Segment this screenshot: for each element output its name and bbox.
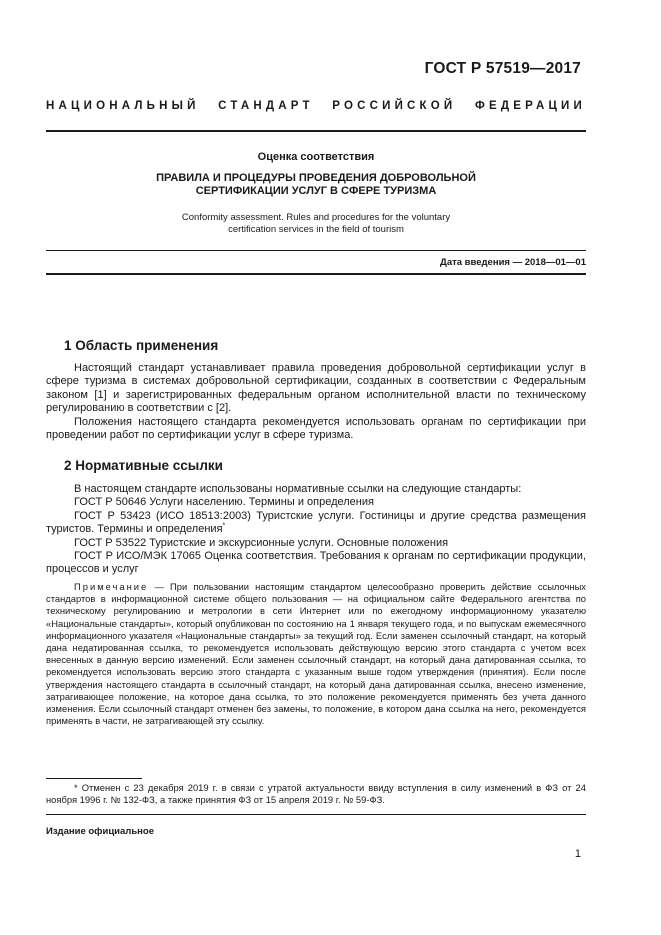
standard-code: ГОСТ Р 57519—2017 — [424, 60, 581, 77]
reference-item-4: ГОСТ Р ИСО/МЭК 17065 Оценка соответствия. Требования к органам по сертификации продукции, процессов и услуг — [46, 550, 586, 576]
document-subtitle: Оценка соответствия — [257, 151, 375, 163]
reference-item-2-text: ГОСТ Р 53423 (ИСО 18513:2003) Туристские услуги. Гостиницы и другие средства размещения туристов. Термины и определения — [46, 510, 586, 536]
section-1-paragraph-1: Настоящий стандарт устанавливает правила проведения добровольной сертификации услуг в сфере туризма в системах добровольной сертификации, созданных в соответствии с Федеральным законом [1] и зарегистрированных федеральным органом исполнительной власти по техническому регулированию в соответствии с [2]. — [46, 362, 586, 414]
note-block — [46, 581, 586, 727]
english-title-line-2: certification services in the field of tourism — [228, 224, 404, 235]
footnote-text: * Отменен с 23 декабря 2019 г. в связи с утратой актуальности ввиду вступления в силу изменений в ФЗ от 24 ноября 1996 г. № 132-ФЗ, а также принятия ФЗ от 15 апреля 2019 г. № 59-ФЗ. — [46, 782, 586, 806]
footer-rule — [46, 814, 586, 815]
section-2-heading: 2 Нормативные ссылки — [64, 458, 223, 473]
reference-item-1: ГОСТ Р 50646 Услуги населению. Термины и определения — [74, 496, 374, 508]
page-number: 1 — [574, 848, 581, 860]
section-2-intro: В настоящем стандарте использованы нормативные ссылки на следующие стандарты: — [74, 483, 522, 495]
reference-item-3: ГОСТ Р 53522 Туристские и экскурсионные услуги. Основные положения — [74, 537, 449, 549]
footnote-marker: * — [222, 522, 226, 530]
note-text: — При пользовании настоящим стандартом целесообразно проверить действие ссылочных стандартов в информационной системе общего пользования — на официальном сайте Федерального агентства по техническому регулированию и метрологии в сети Интернет или по ежегодному информационному указателю «Национальные стандарты», который опубликован по состоянию на 1 января текущего года, и по выпускам ежемесячного информационного указателя «Национальные стандарты» за текущий год. Если заменен ссылочный стандарт, на который дана недатированная ссылка, то рекомендуется использовать действующую версию этого стандарта с учетом всех внесенных в данную версию изменений. Если заменен ссылочный стандарт, на который дана датированная ссылка, то рекомендуется использовать версию этого стандарта с указанным выше годом утверждения (принятия). Если после утверждения настоящего стандарта в ссылочный стандарт, на который дана датированная ссылка, внесено изменение, затрагивающее положение, на которое дана ссылка, то это положение рекомендуется применять без учета данного изменения. Если ссылочный стандарт отменен без замены, то положение, в котором дана ссылка на него, рекомендуется применять в части, не затрагивающей эту ссылку. — [46, 581, 586, 727]
english-title — [46, 212, 586, 236]
footnote-rule — [46, 778, 142, 779]
note-label: Примечание — [74, 581, 149, 592]
section-1-paragraph-2: Положения настоящего стандарта рекомендуется использовать органам по сертификации при проведении работ по сертификации услуг в сфере туризма. — [46, 416, 586, 442]
title-line-1: ПРАВИЛА И ПРОЦЕДУРЫ ПРОВЕДЕНИЯ ДОБРОВОЛЬНОЙ — [156, 172, 476, 184]
official-edition-label: Издание официальное — [46, 826, 154, 837]
document-title — [46, 172, 586, 198]
reference-item-2 — [46, 510, 586, 537]
title-rule — [46, 250, 586, 251]
english-title-line-1: Conformity assessment. Rules and procedures for the voluntary — [181, 212, 451, 223]
title-line-2: СЕРТИФИКАЦИИ УСЛУГ В СФЕРЕ ТУРИЗМА — [195, 185, 437, 197]
date-rule — [46, 273, 586, 275]
effective-date: Дата введения — 2018—01—01 — [440, 257, 586, 268]
section-1-heading: 1 Область применения — [64, 338, 219, 353]
header-rule — [46, 130, 586, 132]
national-standard-banner: НАЦИОНАЛЬНЫЙ СТАНДАРТ РОССИЙСКОЙ ФЕДЕРАЦИИ — [46, 100, 586, 112]
